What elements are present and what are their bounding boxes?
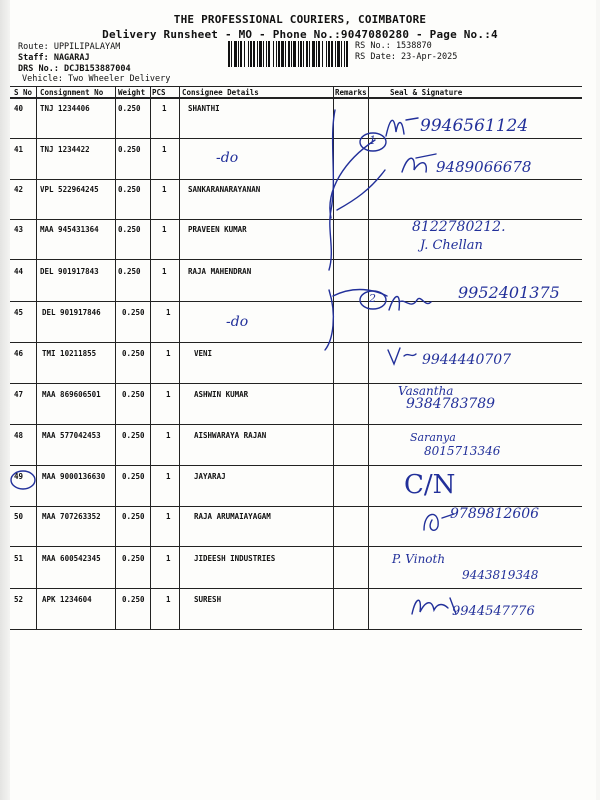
row-consignee: ASHWIN KUMAR [194,390,249,399]
col-pcs: PCS [152,88,166,97]
row-pcs: 1 [162,267,167,276]
col-consignment: Consignment No [40,88,104,97]
phone-51: 9443819348 [462,568,539,582]
phone-47: 9384783789 [406,396,496,412]
row-pcs: 1 [166,595,171,604]
rs-number: RS No.: 1538870 [355,41,432,51]
row-sno: 45 [14,308,24,317]
row-consignee: RAJA ARUMAIAYAGAM [194,512,271,521]
row-pcs: 1 [166,308,171,317]
row-sno: 47 [14,390,24,399]
row-divider [10,86,582,87]
row-consignee: JAYARAJ [194,472,226,481]
phone-50: 9789812606 [450,506,540,522]
row-weight: 0.250 [122,554,145,563]
row-weight: 0.250 [118,145,141,154]
row-divider [10,97,582,99]
row-consignee: SHANTHI [188,104,220,113]
rs-date: RS Date: 23-Apr-2025 [355,52,458,62]
row-consignment-no: DEL 901917846 [42,308,101,317]
row-weight: 0.250 [122,390,145,399]
column-divider [179,97,180,630]
row-weight: 0.250 [118,104,141,113]
ditto-mark-45: -do [226,314,249,330]
row-sno: 42 [14,185,24,194]
column-divider [115,97,116,630]
row-consignee: SURESH [194,595,222,604]
row-sno: 50 [14,512,24,521]
row-divider [10,259,582,260]
row-pcs: 1 [166,512,171,521]
row-sno: 41 [14,145,24,154]
row-divider [10,179,582,180]
row-weight: 0.250 [118,185,141,194]
row-pcs: 1 [162,104,167,113]
column-divider [115,86,116,97]
phone-48: 8015713346 [424,444,501,458]
row-weight: 0.250 [122,472,145,481]
row-consignment-no: VPL 522964245 [40,185,99,194]
row-divider [10,546,582,547]
row-consignment-no: TMI 10211855 [42,349,97,358]
row-divider [10,588,582,589]
vehicle-label: Vehicle: Two Wheeler Delivery [22,74,171,84]
col-remarks: Remarks [335,88,367,97]
drs-label: DRS No.: DCJB153887004 [18,64,131,74]
ditto-mark-41: -do [216,150,239,166]
initials-49: C/N [404,470,456,500]
row-divider [10,383,582,384]
phone-40: 9946561124 [420,116,529,136]
row-consignee: JIDEESH INDUSTRIES [194,554,276,563]
signature-40 [382,112,422,142]
row-weight: 0.250 [122,595,145,604]
row-pcs: 1 [166,554,171,563]
row-pcs: 1 [162,145,167,154]
col-consignee: Consignee Details [182,88,259,97]
row-pcs: 1 [166,431,171,440]
row-consignment-no: MAA 577042453 [42,431,101,440]
phone-43: 8122780212. [412,219,506,235]
row-weight: 0.250 [122,349,145,358]
name-51: P. Vinoth [392,552,446,566]
row-sno: 48 [14,431,24,440]
row-weight: 0.250 [122,308,145,317]
scan-shadow [0,0,10,800]
row-divider [10,629,582,630]
row-consignment-no: MAA 9000136630 [42,472,106,481]
col-seal-signature: Seal & Signature [390,88,463,97]
signature-41 [398,150,440,180]
signature-44 [385,288,435,318]
row-consignee: AISHWARAYA RAJAN [194,431,267,440]
row-sno: 40 [14,104,24,113]
column-divider [150,97,151,630]
phone-52: 9944547776 [452,604,535,619]
row-sno: 49 [14,472,24,481]
row-consignment-no: MAA 707263352 [42,512,101,521]
row-divider [10,465,582,466]
row-consignee: SANKARANARAYANAN [188,185,261,194]
row-sno: 46 [14,349,24,358]
column-divider [333,86,334,97]
column-divider [150,86,151,97]
col-weight: Weight [118,88,146,97]
row-consignee: PRAVEEN KUMAR [188,225,247,234]
name-43: J. Chellan [420,238,483,253]
row-consignment-no: DEL 901917843 [40,267,99,276]
company-title: THE PROFESSIONAL COURIERS, COIMBATORE [173,13,427,26]
row-divider [10,424,582,425]
column-divider [179,86,180,97]
row-consignment-no: TNJ 1234406 [40,104,90,113]
row-sno: 51 [14,554,24,563]
phone-41: 9489066678 [436,158,532,176]
row-consignment-no: APK 1234604 [42,595,92,604]
row-weight: 0.250 [122,431,145,440]
col-sno: S No [14,88,33,97]
name-48: Saranya [410,431,456,444]
row-weight: 0.250 [118,267,141,276]
name-47: Vasantha [398,384,454,398]
column-divider [36,97,37,630]
barcode [228,41,350,67]
remark-count-1: 1 [369,134,376,147]
row-consignment-no: MAA 945431364 [40,225,99,234]
row-pcs: 1 [166,472,171,481]
circle-mark-49 [9,468,39,492]
row-consignment-no: MAA 869606501 [42,390,101,399]
row-consignment-no: TNJ 1234422 [40,145,90,154]
row-divider [10,342,582,343]
column-divider [368,86,369,97]
row-sno: 44 [14,267,24,276]
row-pcs: 1 [166,390,171,399]
row-weight: 0.250 [118,225,141,234]
row-pcs: 1 [162,225,167,234]
route-label: Route: UPPILIPALAYAM [18,42,121,52]
signature-46 [384,344,424,370]
phone-44: 9952401375 [458,283,560,302]
row-consignment-no: MAA 600542345 [42,554,101,563]
column-divider [36,86,37,97]
row-sno: 43 [14,225,24,234]
remark-count-2: 2 [369,292,376,305]
row-divider [10,138,582,139]
row-weight: 0.250 [122,512,145,521]
row-pcs: 1 [162,185,167,194]
row-consignee: VENI [194,349,213,358]
staff-label: Staff: NAGARAJ [18,53,90,63]
phone-46: 9944440707 [422,352,512,368]
row-pcs: 1 [166,349,171,358]
row-consignee: RAJA MAHENDRAN [188,267,252,276]
runsheet-subtitle: Delivery Runsheet - MO - Phone No.:9047080280 - Page No.:4 [102,28,498,41]
row-sno: 52 [14,595,24,604]
